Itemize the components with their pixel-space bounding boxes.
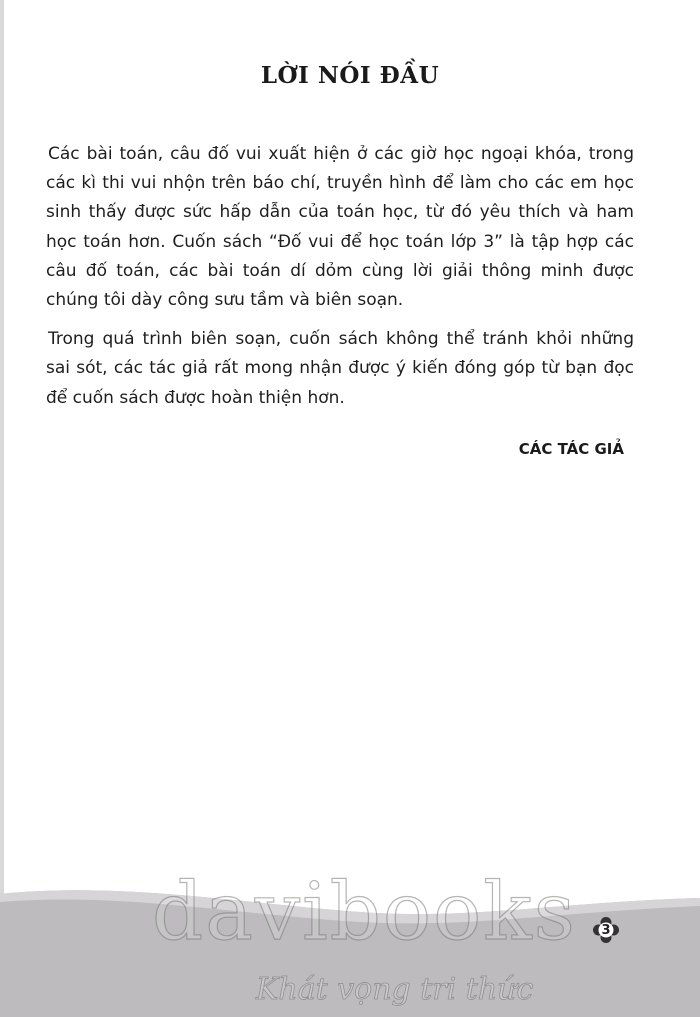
page-title: LỜI NÓI ĐẦU: [260, 62, 440, 89]
page-edge: [0, 0, 4, 1017]
page-number-badge: [593, 917, 619, 943]
author-signature: CÁC TÁC GIẢ: [518, 440, 624, 458]
paragraph-1: Các bài toán, câu đố vui xuất hiện ở các giờ học ngoại khóa, trong các kì thi vui nhộn trên báo chí, truyền hình để làm cho các em học sinh thấy được sức hấp dẫn của toán học, từ đó yêu thích và ham học toán hơn. Cuốn sách “Đố vui để học toán lớp 3” là tập hợp các câu đố toán, các bài toán dí dỏm cùng lời giải thông minh được chúng tôi dày công sưu tầm và biên soạn.: [46, 144, 634, 311]
page-number: 3: [601, 922, 611, 938]
preface-body: [46, 140, 634, 423]
watermark-slogan: Khát vọng tri thức: [256, 972, 534, 1007]
watermark-brand: davibooks: [152, 865, 577, 958]
paragraph-2: Trong quá trình biên soạn, cuốn sách không thể tránh khỏi những sai sót, các tác giả rất mong nhận được ý kiến đóng góp từ bạn đọc để cuốn sách được hoàn thiện hơn.: [46, 329, 634, 408]
